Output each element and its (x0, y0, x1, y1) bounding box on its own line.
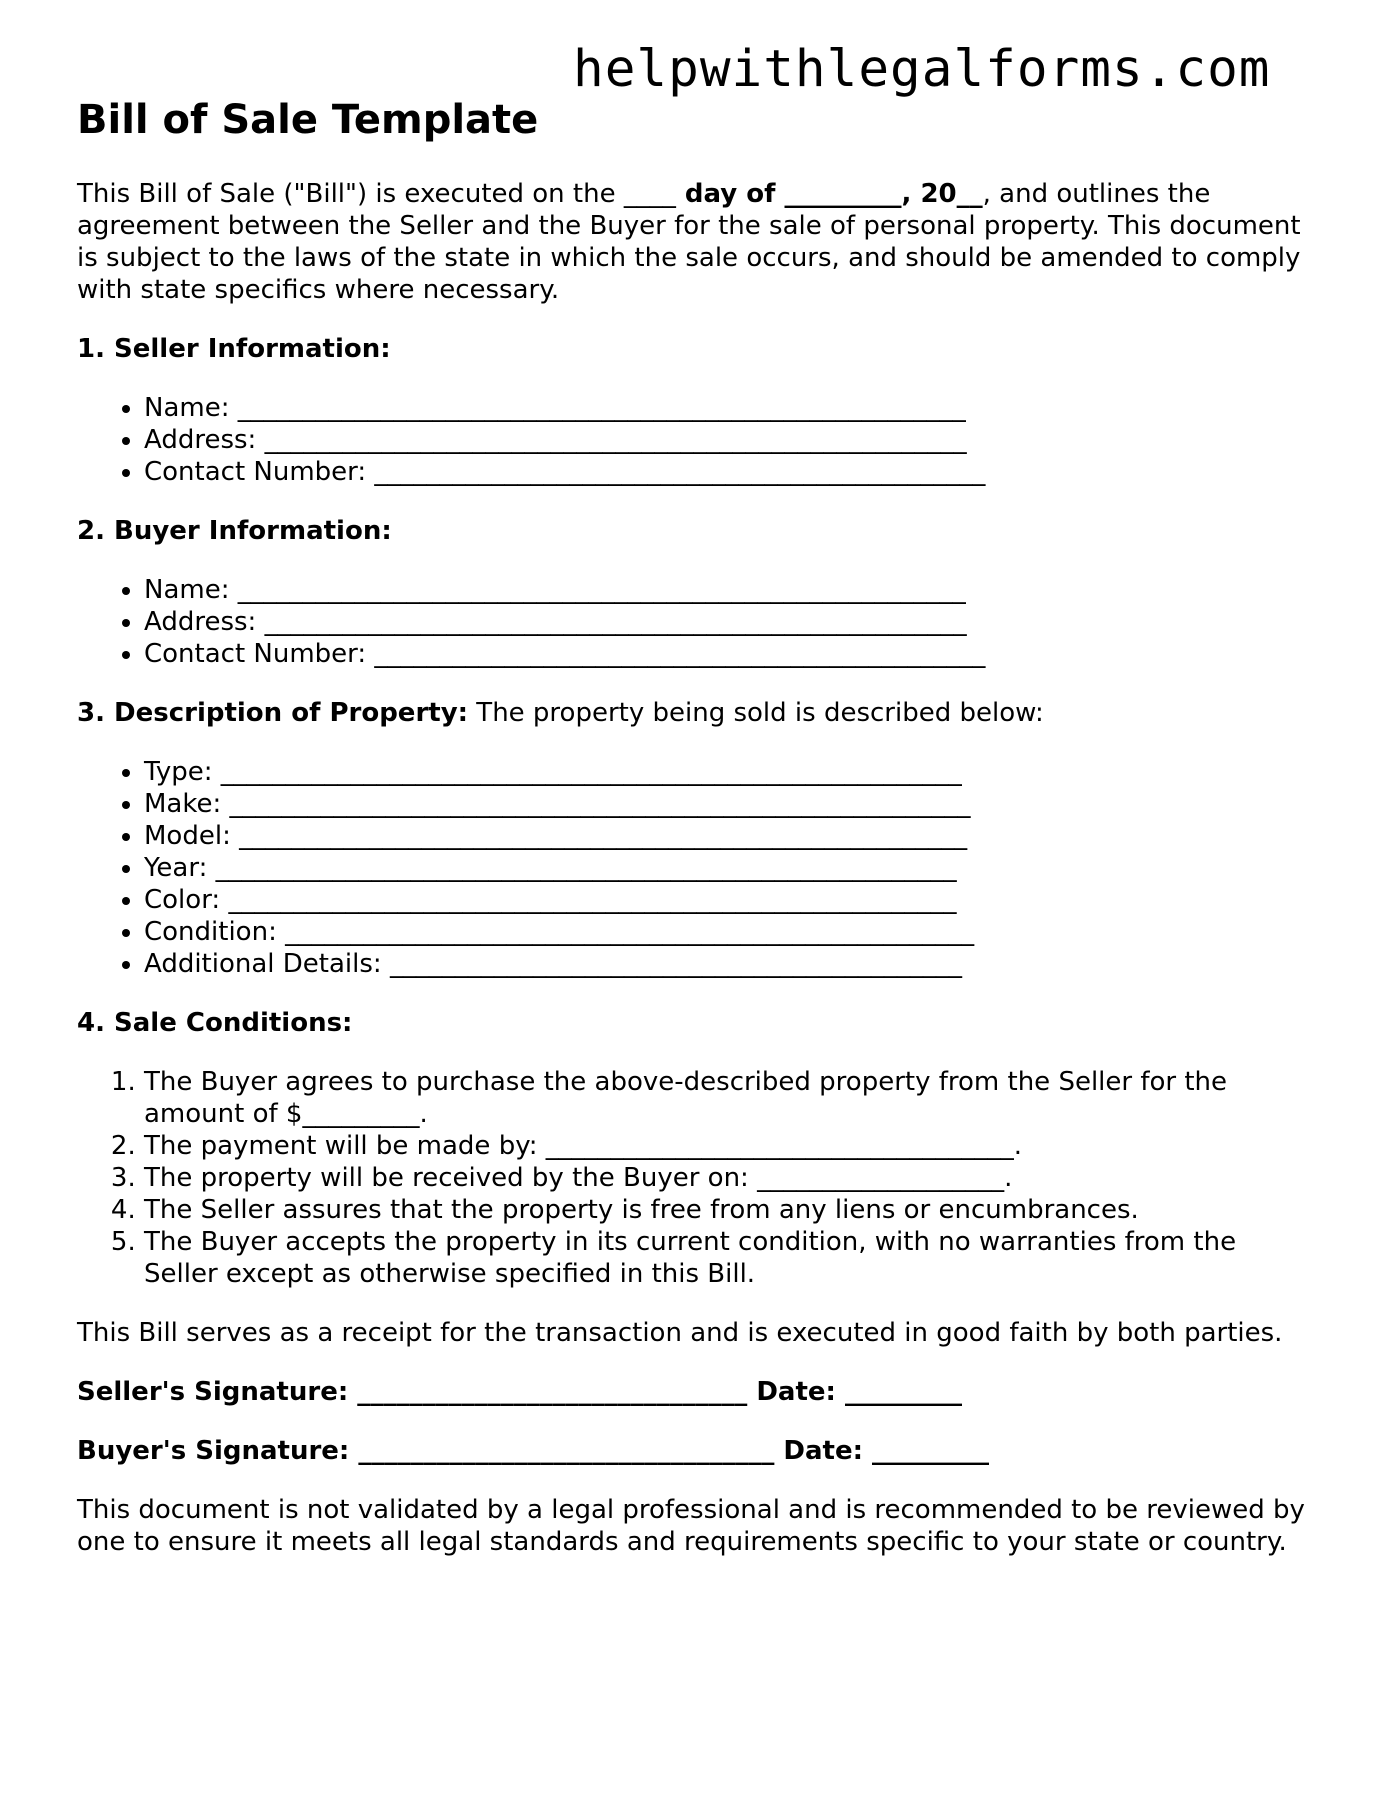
document-title: Bill of Sale Template (77, 97, 539, 143)
seller-name-line: • Name: ________________________________________________________ (144, 392, 1307, 424)
buyer-address-line: • Address: ______________________________________________________ (144, 606, 1307, 638)
property-list (77, 756, 1307, 980)
property-condition-line: • Condition: _____________________________________________________ (144, 916, 1307, 948)
condition-item: 2. The payment will be made by: ____________________________________. (144, 1130, 1307, 1162)
seller-heading: 1. Seller Information: (77, 334, 391, 364)
condition-item: 1. The Buyer agrees to purchase the above-described property from the Seller for the amount of $_________. (144, 1066, 1307, 1130)
property-type-line: • Type: _________________________________________________________ (144, 756, 1307, 788)
property-make-line: • Make: _________________________________________________________ (144, 788, 1307, 820)
month-blank: _________ (784, 179, 902, 209)
conditions-list (77, 1066, 1307, 1290)
receipt-paragraph: This Bill serves as a receipt for the transaction and is executed in good faith by both parties. (77, 1318, 1283, 1348)
buyer-signature-line: Buyer's Signature: ________________________________ Date: _________ (77, 1436, 990, 1466)
property-model-line: • Model: ________________________________________________________ (144, 820, 1307, 852)
year-blank: __ (956, 179, 983, 209)
condition-item: 5. The Buyer accepts the property in its current condition, with no warranties from the Seller except as otherwise specified in this Bill. (144, 1226, 1307, 1290)
buyer-name-line: • Name: ________________________________________________________ (144, 574, 1307, 606)
condition-item: 4. The Seller assures that the property is free from any liens or encumbrances. (144, 1194, 1307, 1226)
buyer-contact-line: • Contact Number: _______________________________________________ (144, 638, 1307, 670)
day-blank: ____ (623, 179, 676, 209)
seller-signature-line: Seller's Signature: ______________________________ Date: _________ (77, 1377, 962, 1407)
seller-address-line: • Address: ______________________________________________________ (144, 424, 1307, 456)
intro-part2: , and outlines the agreement between the Seller and the Buyer for the sale of personal property. This document is subject to the laws of the state in which the sale occurs, and should be amended to comply with state specifics where necessary. (77, 179, 1301, 305)
property-details-line: • Additional Details: ____________________________________________ (144, 948, 1307, 980)
conditions-heading: 4. Sale Conditions: (77, 1008, 353, 1038)
property-lead: The property being sold is described below: (468, 698, 1044, 728)
seller-contact-line: • Contact Number: _______________________________________________ (144, 456, 1307, 488)
property-paragraph (77, 697, 1307, 729)
seller-list (77, 392, 1307, 488)
property-color-line: • Color: ________________________________________________________ (144, 884, 1307, 916)
property-year-line: • Year: _________________________________________________________ (144, 852, 1307, 884)
watermark: helpwithlegalforms.com (573, 40, 1271, 99)
intro-bold-day-of: day of (675, 179, 785, 209)
buyer-heading: 2. Buyer Information: (77, 516, 392, 546)
buyer-list (77, 574, 1307, 670)
intro-paragraph (77, 178, 1307, 306)
property-heading: 3. Description of Property: (77, 698, 469, 728)
disclaimer-paragraph: This document is not validated by a legal professional and is recommended to be reviewed by one to ensure it meets all legal standards and requirements specific to your state or country. (77, 1495, 1305, 1557)
condition-item: 3. The property will be received by the Buyer on: ___________________. (144, 1162, 1307, 1194)
document-body (77, 92, 1307, 1585)
intro-bold-year: , 20 (901, 179, 957, 209)
intro-part1: This Bill of Sale ("Bill") is executed on the (77, 179, 624, 209)
